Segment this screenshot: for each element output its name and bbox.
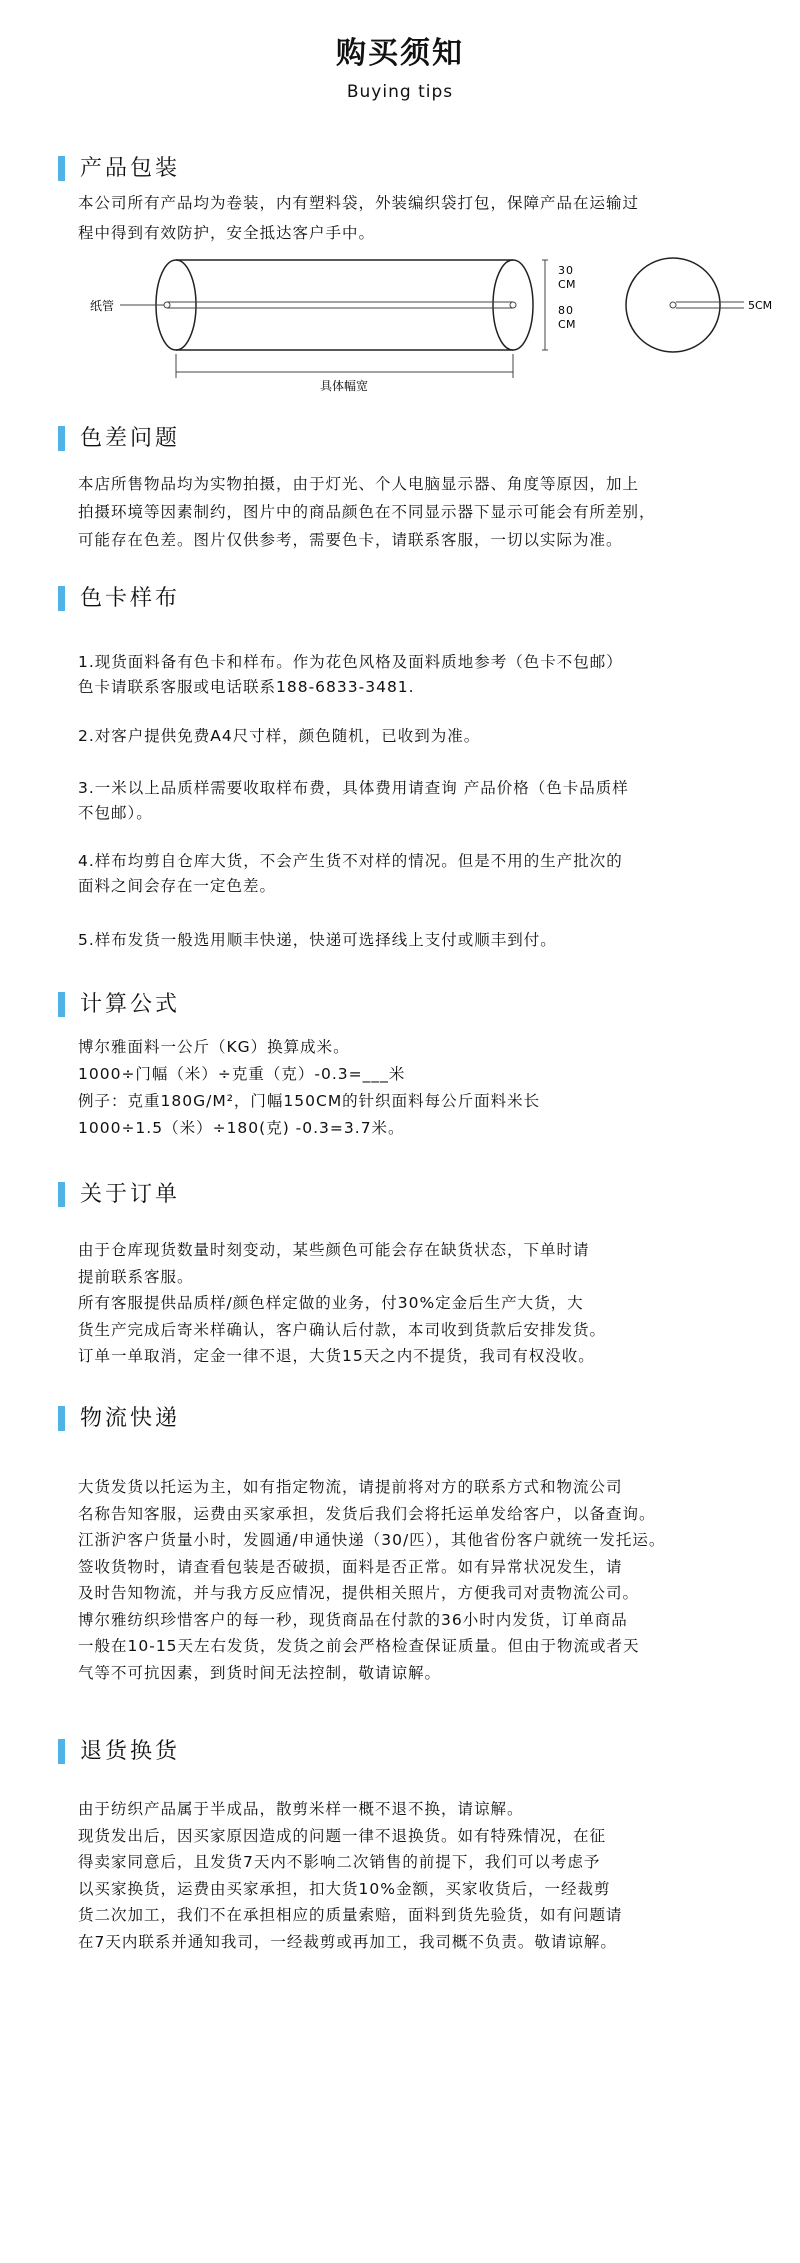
formula-text [78,1034,798,1142]
shipping-text [78,1474,798,1686]
text-line: 面料之间会存在一定色差。 [78,877,277,895]
section-marker [58,586,65,611]
swatch-item-1 [78,650,798,700]
text-line: 拍摄环境等因素制约，图片中的商品颜色在不同显示器下显示可能会有所差别， [78,503,656,521]
section-title: 关于订单 [80,1182,181,1207]
section-marker [58,1406,65,1431]
text-line: 2.对客户提供免费A4尺寸样，颜色随机，已收到为准。 [78,727,481,745]
color-diff-text [78,470,798,554]
core-size-label: 5CM [748,299,773,312]
text-line: 订单一单取消，定金一律不退，大货15天之内不提货，我司有权没收。 [78,1347,595,1365]
section-title: 色卡样布 [80,586,181,611]
text-line: 可能存在色差。图片仅供参考，需要色卡，请联系客服，一切以实际为准。 [78,531,623,549]
swatch-item-2 [78,724,798,749]
section-marker [58,1182,65,1207]
core-right [510,302,516,308]
section-title: 产品包装 [80,156,181,181]
text-line: 签收货物时，请查看包装是否破损，面料是否正常。如有异常状况发生，请 [78,1557,623,1576]
swatch-item-4 [78,849,798,899]
text-line: 1.现货面料备有色卡和样布。作为花色风格及面料质地参考（色卡不包邮） [78,653,623,671]
text-line: 在7天内联系并通知我司，一经裁剪或再加工，我司概不负责。敬请谅解。 [78,1932,617,1951]
text-line: 由于仓库现货数量时刻变动，某些颜色可能会存在缺货状态，下单时请 [78,1241,590,1259]
page-title: 购买须知 [336,36,464,71]
packaging-text [78,188,798,248]
section-marker [58,426,65,451]
roll-diagram [80,250,800,400]
roll-end-view [626,258,720,352]
core-left [164,302,170,308]
text-line: 本店所售物品均为实物拍摄，由于灯光、个人电脑显示器、角度等原因，加上 [78,475,640,493]
text-line: 货二次加工，我们不在承担相应的质量索赔，面料到货先验货，如有问题请 [78,1906,623,1924]
text-line: 博尔雅纺织珍惜客户的每一秒，现货商品在付款的36小时内发货，订单商品 [78,1610,628,1629]
text-line: 名称告知客服，运费由买家承担，发货后我们会将托运单发给客户，以备查询。 [78,1504,656,1523]
text-line: 本公司所有产品均为卷装，内有塑料袋，外装编织袋打包，保障产品在运输过 [78,194,640,212]
section-title: 色差问题 [80,426,181,451]
section-marker [58,992,65,1017]
text-line: 3.一米以上品质样需要收取样布费，具体费用请查询 产品价格（色卡品质样 [78,779,629,797]
text-line: 及时告知物流，并与我方反应情况，提供相关照片，方便我司对责物流公司。 [78,1584,640,1602]
swatch-item-3 [78,776,798,826]
text-line: 大货发货以托运为主，如有指定物流，请提前将对方的联系方式和物流公司 [78,1478,623,1496]
text-line: 1000÷1.5（米）÷180(克) -0.3=3.7米。 [78,1119,405,1137]
text-line: 货生产完成后寄米样确认，客户确认后付款，本司收到货款后安排发货。 [78,1320,607,1339]
text-line: 5.样布发货一般选用顺丰快递，快递可选择线上支付或顺丰到付。 [78,931,557,949]
roll-right-end [493,260,533,350]
text-line: 江浙沪客户货量小时，发圆通/申通快递（30/匹），其他省份客户就统一发托运。 [78,1531,666,1549]
section-title: 计算公式 [80,992,181,1017]
text-line: 所有客服提供品质样/颜色样定做的业务，付30%定金后生产大货，大 [78,1294,584,1312]
swatch-item-5 [78,928,798,953]
text-line: 不包邮）。 [78,804,153,822]
width-label: 具体幅宽 [319,379,369,393]
section-title: 退货换货 [80,1739,181,1764]
returns-text [78,1796,798,1955]
text-line: 博尔雅面料一公斤（KG）换算成米。 [78,1038,350,1056]
text-line: 例子：克重180G/M²，门幅150CM的针织面料每公斤面料米长 [78,1092,541,1110]
text-line: 1000÷门幅（米）÷克重（克）-0.3=___米 [78,1065,406,1083]
text-line: 气等不可抗因素，到货时间无法控制，敬请谅解。 [78,1663,442,1682]
tube-label: 纸管 [90,299,115,313]
section-marker [58,1739,65,1764]
dim-label-bottom: 80 CM [558,304,576,331]
section-title: 物流快递 [80,1406,181,1431]
dim-label-top: 30 CM [558,264,576,291]
text-line: 4.样布均剪自仓库大货，不会产生货不对样的情况。但是不用的生产批次的 [78,852,623,870]
text-line: 程中得到有效防护，安全抵达客户手中。 [78,224,376,242]
text-line: 色卡请联系客服或电话联系188-6833-3481. [78,678,415,696]
page-subtitle: Buying tips [346,82,454,102]
text-line: 现货发出后，因买家原因造成的问题一律不退换货。如有特殊情况，在征 [78,1826,607,1845]
section-marker [58,156,65,181]
text-line: 提前联系客服。 [78,1267,194,1286]
text-line: 由于纺织产品属于半成品，散剪米样一概不退不换，请谅解。 [78,1800,524,1818]
orders-text [78,1237,798,1370]
text-line: 得卖家同意后，且发货7天内不影响二次销售的前提下，我们可以考虑予 [78,1853,601,1871]
text-line: 以买家换货，运费由买家承担，扣大货10%金额，买家收货后，一经裁剪 [78,1879,611,1898]
core-end-view [670,302,676,308]
text-line: 一般在10-15天左右发货，发货之前会严格检查保证质量。但由于物流或者天 [78,1637,640,1655]
